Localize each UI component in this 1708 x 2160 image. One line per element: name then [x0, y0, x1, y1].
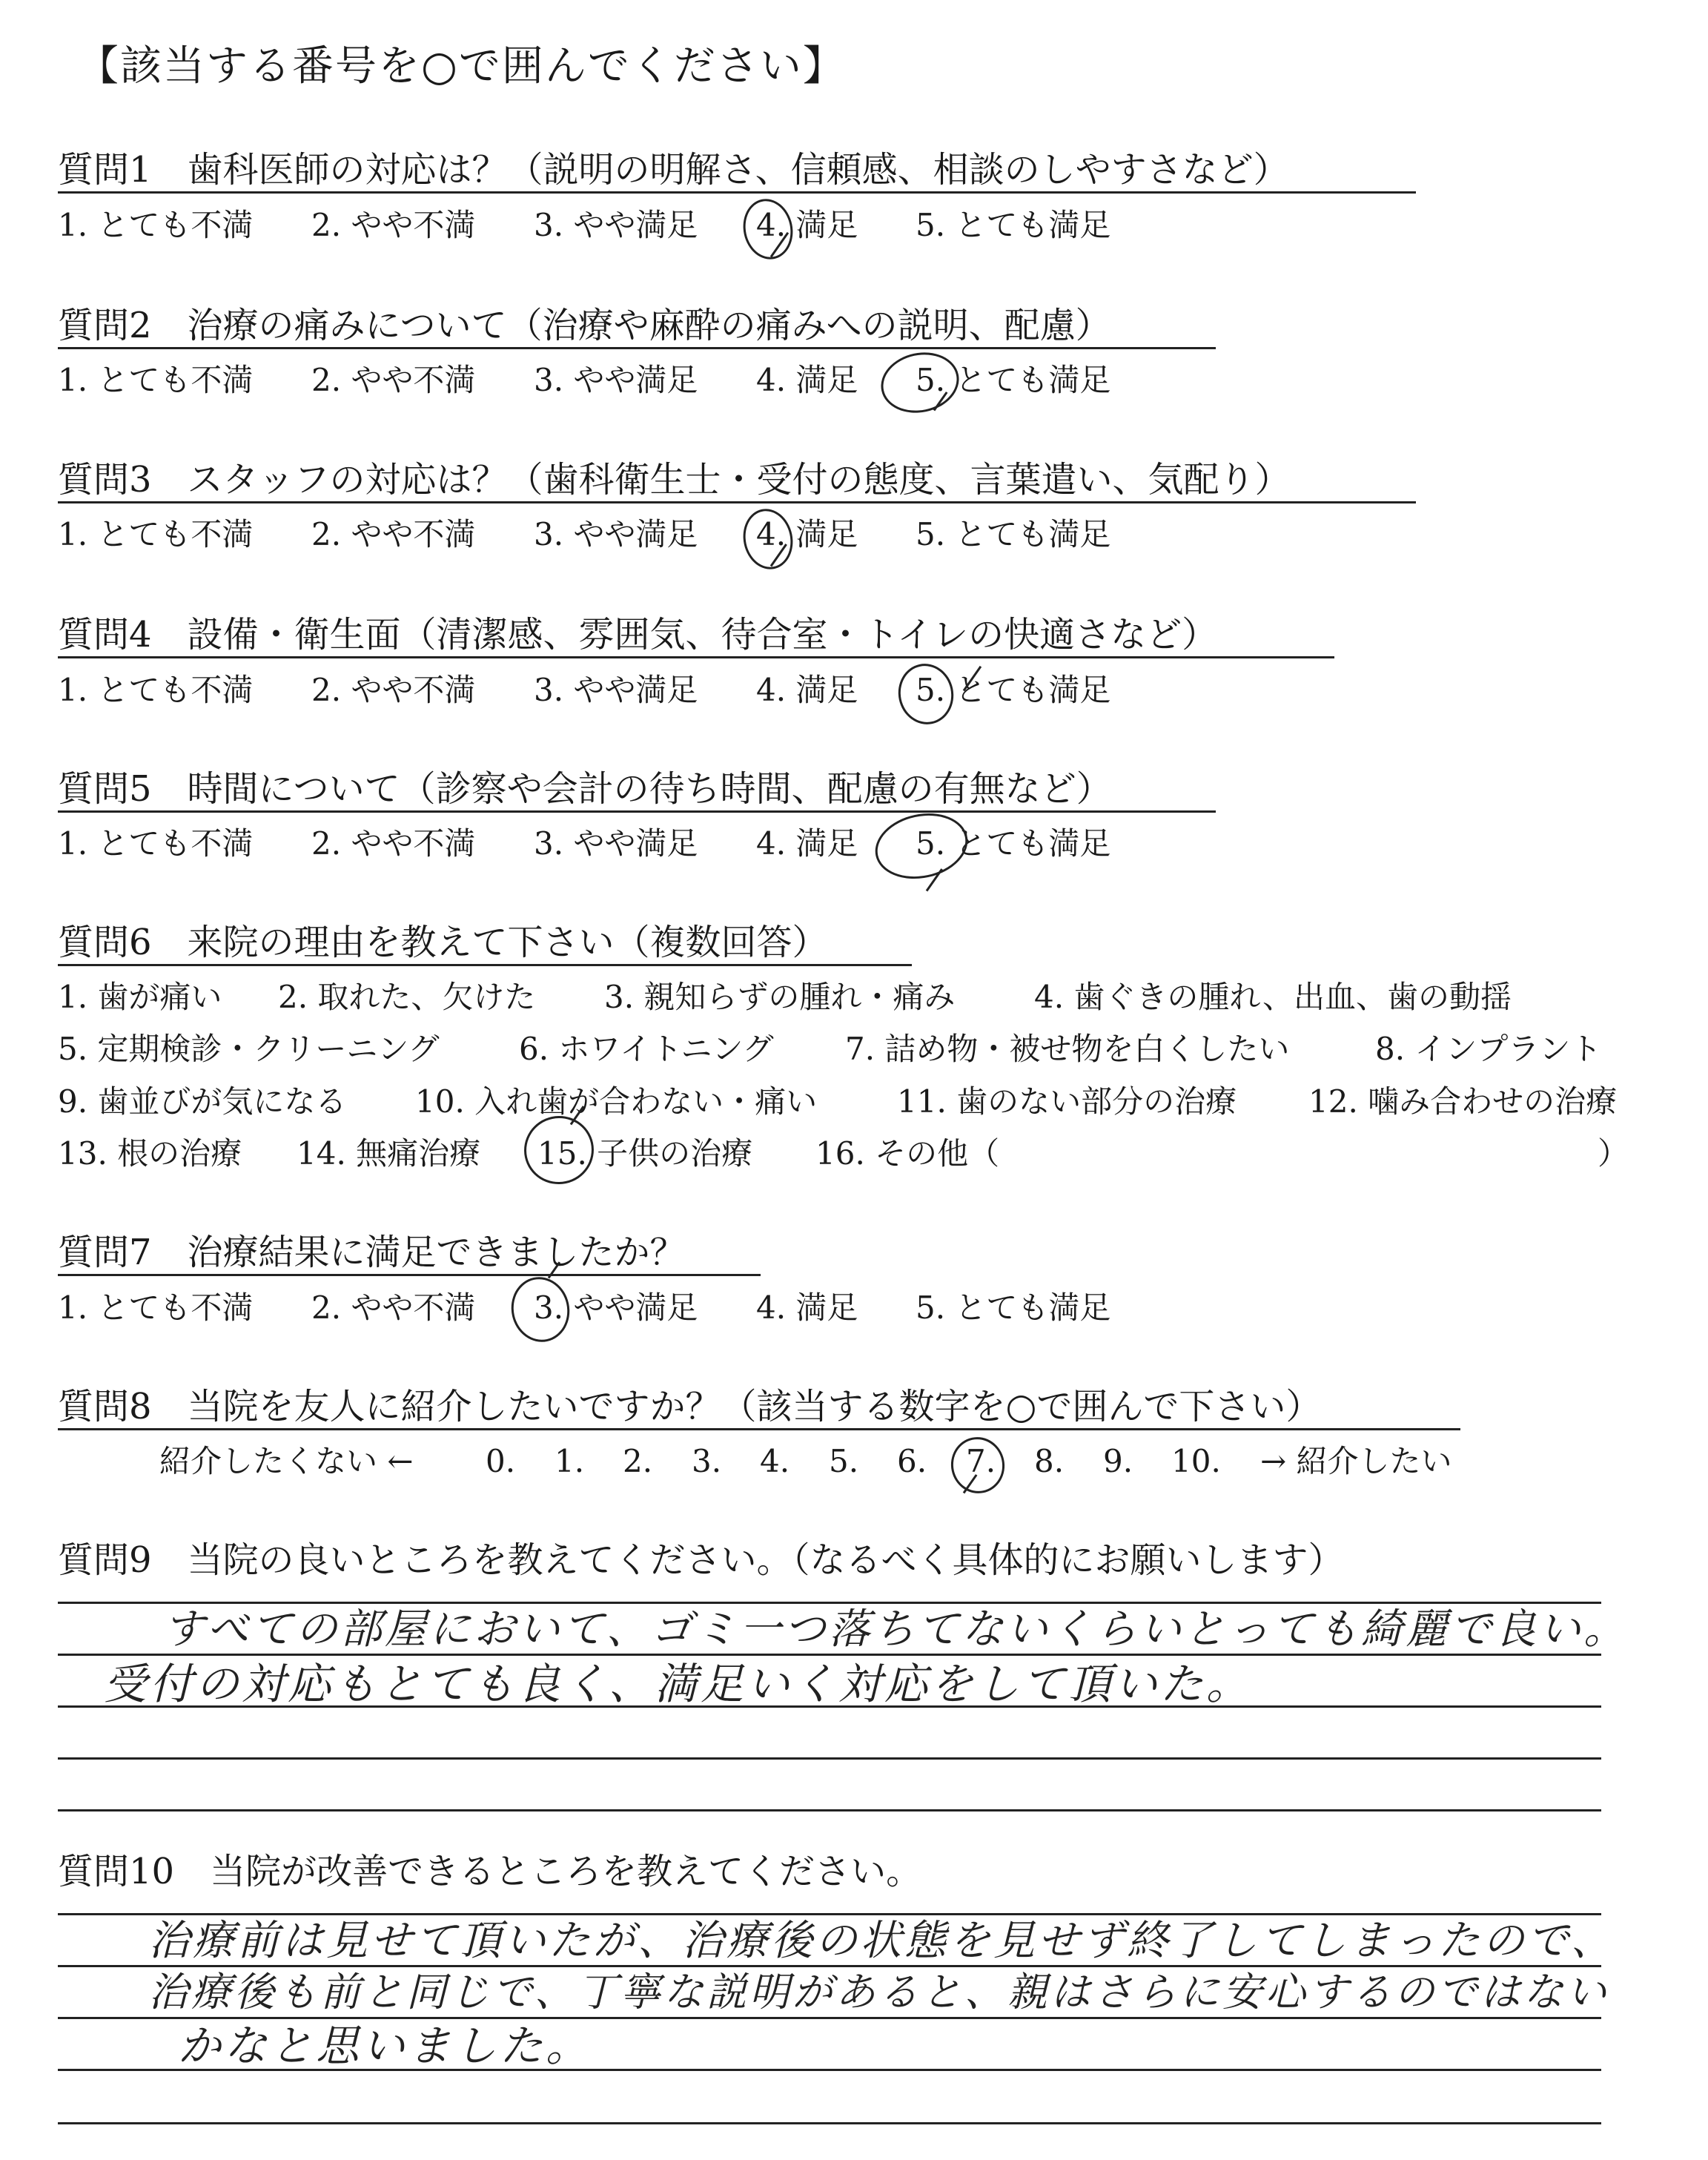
q5-heading: 質問5 時間について（診察や会計の待ち時間、配慮の有無など） [58, 768, 1112, 810]
q4-answer-circle [893, 658, 959, 730]
q8-score-5[interactable]: 5. [829, 1443, 859, 1479]
q8-answer-circle [946, 1432, 1010, 1498]
q7-answer-circle [506, 1272, 576, 1347]
q5-option-1[interactable]: 1. とても不満 [58, 825, 254, 862]
q1-option-3[interactable]: 3. やや満足 [534, 207, 698, 243]
q4-option-5[interactable]: 5. とても満足 [916, 672, 1111, 708]
q3-option-3[interactable]: 3. やや満足 [534, 516, 698, 552]
q10-line-1 [58, 1913, 1601, 1915]
q8-score-3[interactable]: 3. [692, 1443, 722, 1479]
q6-answer-circle [517, 1109, 600, 1191]
q3-option-4[interactable]: 4. 満足 [756, 516, 858, 552]
q6-option-6[interactable]: 6. ホワイトニング [519, 1031, 774, 1067]
q6-underline [58, 964, 912, 966]
q10-heading: 質問10 当院が改善できるところを教えてください。 [58, 1851, 922, 1892]
q9-line-4 [58, 1757, 1601, 1760]
q7-option-4[interactable]: 4. 満足 [756, 1289, 858, 1326]
q6-option-12[interactable]: 12. 噛み合わせの治療 [1308, 1083, 1618, 1120]
q10-answer-line-2: 治療後も前と同じで、丁寧な説明があると、親はさらに安心するのではない [148, 1969, 1609, 2015]
q6-option-9[interactable]: 9. 歯並びが気になる [58, 1083, 347, 1120]
q7-underline [58, 1274, 761, 1276]
q6-option-7[interactable]: 7. 詰め物・被せ物を白くしたい [845, 1031, 1290, 1067]
q6-heading: 質問6 来院の理由を教えて下さい（複数回答） [58, 922, 828, 963]
q9-line-5 [58, 1809, 1601, 1811]
q8-heading: 質問8 当院を友人に紹介したいですか？（該当する数字を○で囲んで下さい） [58, 1386, 1322, 1427]
q8-score-9[interactable]: 9. [1103, 1443, 1133, 1479]
q7-option-1[interactable]: 1. とても不満 [58, 1289, 254, 1326]
q5-option-3[interactable]: 3. やや満足 [534, 825, 698, 862]
q6-option-10[interactable]: 10. 入れ歯が合わない・痛い [415, 1083, 818, 1120]
q8-score-1[interactable]: 1. [555, 1443, 585, 1479]
q8-score-4[interactable]: 4. [760, 1443, 790, 1479]
q9-answer-line-2: 受付の対応もとても良く、満足いく対応をして頂いた。 [104, 1659, 1252, 1709]
q8-score-7[interactable]: 7. [966, 1443, 996, 1479]
q8-score-2[interactable]: 2. [623, 1443, 653, 1479]
q6-option-4[interactable]: 4. 歯ぐきの腫れ、出血、歯の動揺 [1034, 979, 1512, 1015]
q4-underline [58, 656, 1334, 658]
q2-option-5[interactable]: 5. とても満足 [916, 362, 1111, 398]
q5-underline [58, 810, 1216, 813]
q6-option-1[interactable]: 1. 歯が痛い [58, 979, 222, 1015]
q8-left-label: 紹介したくない ← [159, 1443, 414, 1479]
q1-underline [58, 191, 1416, 194]
q10-line-2 [58, 1965, 1601, 1967]
q4-option-1[interactable]: 1. とても不満 [58, 672, 254, 708]
q4-option-2[interactable]: 2. やや不満 [311, 672, 476, 708]
q10-answer-line-3: かなと思いました。 [178, 2021, 592, 2071]
q2-underline [58, 347, 1216, 349]
q8-underline [58, 1428, 1460, 1430]
q2-option-4[interactable]: 4. 満足 [756, 362, 858, 398]
q7-option-2[interactable]: 2. やや不満 [311, 1289, 476, 1326]
q9-answer-line-1: すべての部屋において、ゴミ一つ落ちてないくらいとっても綺麗で良い。 [163, 1605, 1629, 1654]
q6-option-5[interactable]: 5. 定期検診・クリーニング [58, 1031, 440, 1067]
q6-option-16[interactable]: 16. その他（ [815, 1135, 1000, 1172]
q4-option-4[interactable]: 4. 満足 [756, 672, 858, 708]
q9-line-1 [58, 1602, 1601, 1604]
q3-option-5[interactable]: 5. とても満足 [916, 516, 1111, 552]
q10-line-3 [58, 2017, 1601, 2019]
q3-option-2[interactable]: 2. やや不満 [311, 516, 476, 552]
q5-option-4[interactable]: 4. 満足 [756, 825, 858, 862]
q8-score-0[interactable]: 0. [486, 1443, 516, 1479]
q6-option-14[interactable]: 14. 無痛治療 [297, 1135, 481, 1172]
q1-answer-circle [738, 194, 798, 264]
q6-option-2[interactable]: 2. 取れた、欠けた [278, 979, 536, 1015]
q7-option-5[interactable]: 5. とても満足 [916, 1289, 1111, 1326]
q2-option-1[interactable]: 1. とても不満 [58, 362, 254, 398]
q2-option-2[interactable]: 2. やや不満 [311, 362, 476, 398]
q6-option-13[interactable]: 13. 根の治療 [58, 1135, 242, 1172]
q1-heading: 質問1 歯科医師の対応は？（説明の明解さ、信頼感、相談のしやすさなど） [58, 149, 1289, 191]
page-title: 【該当する番号を○で囲んでください】 [77, 42, 846, 90]
q6-option-8[interactable]: 8. インプラント [1375, 1031, 1602, 1067]
q7-option-3[interactable]: 3. やや満足 [534, 1289, 698, 1326]
q6-option-15[interactable]: 15. 子供の治療 [537, 1135, 753, 1172]
q3-answer-circle [738, 504, 798, 574]
q5-answer-circle [869, 805, 973, 887]
q10-answer-line-1: 治療前は見せて頂いたが、治療後の状態を見せず終了してしまったので、 [148, 1917, 1615, 1965]
q10-line-5 [58, 2122, 1601, 2124]
q4-heading: 質問4 設備・衛生面（清潔感、雰囲気、待合室・トイレの快適さなど） [58, 614, 1218, 655]
q7-heading: 質問7 治療結果に満足できましたか？ [58, 1232, 686, 1273]
q2-answer-circle [875, 346, 964, 420]
q8-score-10[interactable]: 10. [1171, 1443, 1221, 1479]
q9-heading: 質問9 当院の良いところを教えてください。（なるべく具体的にお願いします） [58, 1539, 1344, 1581]
q5-option-5[interactable]: 5. とても満足 [916, 825, 1111, 862]
q4-option-3[interactable]: 3. やや満足 [534, 672, 698, 708]
q8-score-6[interactable]: 6. [897, 1443, 927, 1479]
q3-underline [58, 501, 1416, 503]
q2-heading: 質問2 治療の痛みについて（治療や麻酔の痛みへの説明、配慮） [58, 305, 1111, 346]
q1-option-1[interactable]: 1. とても不満 [58, 207, 254, 243]
q2-option-3[interactable]: 3. やや満足 [534, 362, 698, 398]
q1-option-5[interactable]: 5. とても満足 [916, 207, 1111, 243]
q6-option-11[interactable]: 11. 歯のない部分の治療 [897, 1083, 1237, 1120]
q3-option-1[interactable]: 1. とても不満 [58, 516, 254, 552]
q9-line-2 [58, 1654, 1601, 1656]
q6-option-3[interactable]: 3. 親知らずの腫れ・痛み [604, 979, 956, 1015]
q8-score-8[interactable]: 8. [1034, 1443, 1065, 1479]
q3-heading: 質問3 スタッフの対応は？（歯科衛生士・受付の態度、言葉遣い、気配り） [58, 459, 1291, 501]
q1-option-4[interactable]: 4. 満足 [756, 207, 858, 243]
q5-option-2[interactable]: 2. やや不満 [311, 825, 476, 862]
q1-option-2[interactable]: 2. やや不満 [311, 207, 476, 243]
q8-right-label: → 紹介したい [1260, 1443, 1452, 1479]
q6-other-close: ） [1598, 1135, 1629, 1172]
